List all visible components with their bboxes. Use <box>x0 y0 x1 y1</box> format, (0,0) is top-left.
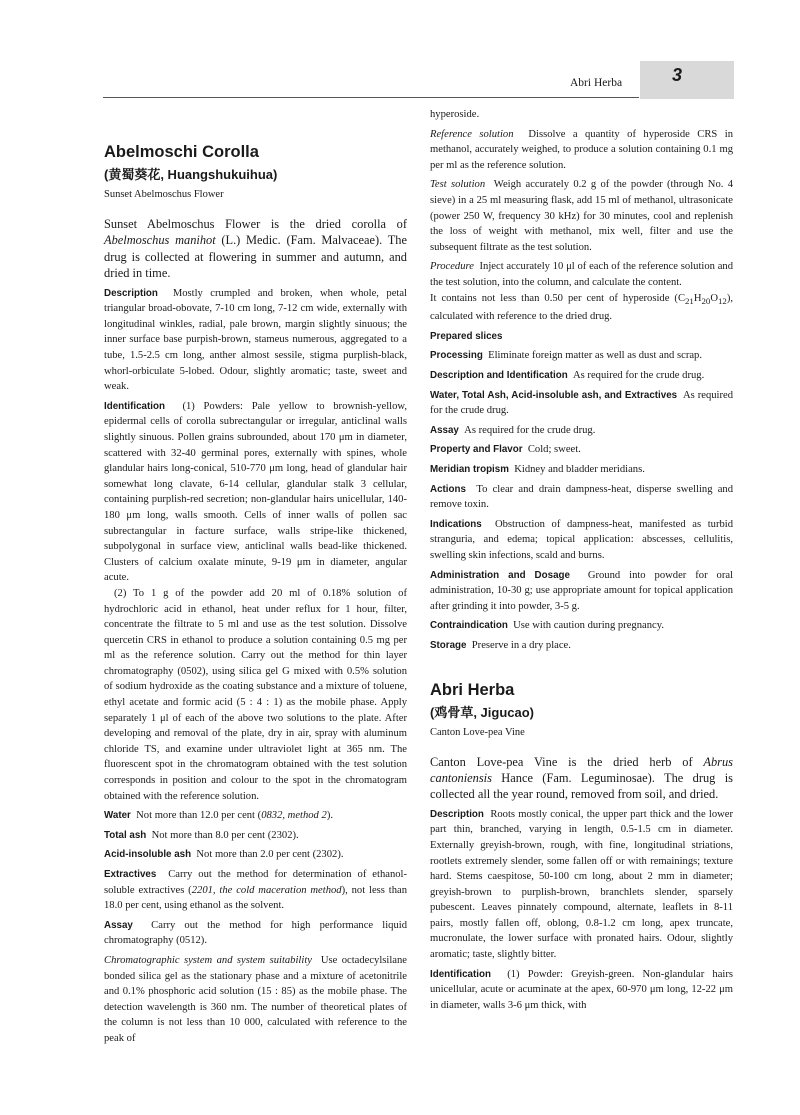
monograph-subtitle-2: (鸡骨草, Jigucao) <box>430 704 535 720</box>
storage-section: Storage Preserve in a dry place. <box>430 639 571 651</box>
english-name: Sunset Abelmoschus Flower <box>104 189 224 200</box>
description-section: Description Mostly crumpled and broken, when whole, petal triangular broad-obovate, 7-10 cm long, 7-12 cm wide, externally with longitudinal winkles, radial, pale brown, margin slightly sinuous; the inner surface base purpish-brown, stameus numerous, aggregated to a tube, 1.5-2.5 cm long, anther almost sessile, stigma purplish-black, whorl-orbiculate 5-lobed. Odour, slightly aromatic; taste, sweet and weak. <box>104 287 407 393</box>
identification-section: Identification (1) Powders: Pale yellow to brownish-yellow, epidermal cells of corolla subrectangular or irregular, anticlinal walls slightly sinuous. Pollen grains subrounded, about 170 μm in diameter, scattered with 32-40 germinal pores, externally with spines, whole glandular hairs long-conical, 510-770 μm long, head of glandular hair somewhat long clavate, 6-14 cellular, glandular stalk 3 cellular, containing purplish-red secretion; non-glandular hairs unicellular, 140-180 μm long, walls smooth. Cells of inner walls of pollen sac subrectangular in facture surface, walls stripe-like thickened, subpolygonal in surface view, anticlinal walls bead-like thickened. Clusters of calcium oxalate minute, 9-19 μm in diameter, angular acute. <box>104 400 408 584</box>
water-total-section: Water, Total Ash, Acid-insoluble ash, and Extractives As required for the crude drug. <box>430 389 734 417</box>
monograph-subtitle: (黄蜀葵花, Huangshukuihua) <box>104 167 278 182</box>
procedure-section: Procedure Inject accurately 10 μl of each of the reference solution and the test solution, into the column, and calculate the content. <box>430 261 734 288</box>
acid-ash-section: Acid-insoluble ash Not more than 2.0 per cent (2302). <box>104 849 344 861</box>
indications-section: Indications Obstruction of dampness-heat, manifested as turbid stranguria, and edema; topical application: abscesses, cellulitis, swelling skin infections, scald and burns. <box>430 518 734 561</box>
total-ash-section: Total ash Not more than 8.0 per cent (2302). <box>104 829 299 841</box>
test-solution-section: Test solution Weigh accurately 0.2 g of the powder (through No. 4 sieve) in a 25 ml measuring flask, add 15 ml of methanol, ultrasonicate (power 250 W, frequency 30 kHz) for 30 minutes, cool and replenish the loss of weight with methanol, mix well, filter and use the subsequent filtrate as the test solution. <box>430 179 734 253</box>
monograph-title-2: Abri Herba <box>430 680 515 699</box>
assay-slices-section: Assay As required for the crude drug. <box>430 424 596 436</box>
intro-paragraph-2: Canton Love-pea Vine is the dried herb of Abrus cantoniensis Hance (Fam. Leguminosae). The drug is collected all the year round, removed from soil, and dried. <box>430 754 733 802</box>
identification-section-2: Identification (1) Powder: Greyish-green. Non-glandular hairs unicellular, acute or acuminate at the apex, 60-970 μm long, 12-22 μm in diameter, walls 3-6 μm thick, with <box>430 968 733 1011</box>
identification-2: (2) To 1 g of the powder add 20 ml of 0.18% solution of hydrochloric acid in ethanol, heat under reflux for 1 hour, filter, concentrate the filtrate to 5 ml and use as the test solution. Dissolve quercetin CRS in ethanol to produce a solution containing 0.5 mg per ml as the reference solution. Carry out the method for thin layer chromatography (0502), using silica gel G mixed with 0.5% solution of sodium hydroxide as the coating substance and a mixture of toluene, ethyl acetate and formic acid (5 : 4 : 1) as the mobile phase. Apply separately 1 μl of each of the above two solutions to the plate. After developing and removal of the plate, dry in air, spray with aluminum chloride TS, and examine under ultraviolet light at 365 nm. The fluorescent spot in the chromatogram obtained with the test solution corresponds in position and colour to the spot in the chromatogram obtained with the reference solution. <box>104 587 407 802</box>
continued-text: hyperoside. <box>430 109 480 120</box>
monograph-title: Abelmoschi Corolla <box>104 143 259 161</box>
page-number-box <box>640 61 734 99</box>
meridian-section: Meridian tropism Kidney and bladder meridians. <box>430 463 645 475</box>
actions-section: Actions To clear and drain dampness-heat, disperse swelling and remove toxin. <box>430 483 734 511</box>
extractives-section: Extractives Carry out the method for determination of ethanol-soluble extractives (2201, the cold maceration method), not less than 18.0 per cent, using ethanol as the solvent. <box>104 869 408 912</box>
left-column <box>104 142 407 1051</box>
desc-id-section: Description and Identification As required for the crude drug. <box>430 370 705 382</box>
header-rule <box>103 97 639 98</box>
administration-section: Administration and Dosage Ground into powder for oral administration, 10-30 g; use appropriate amount for topical application after grinding it into powder, 3-5 g. <box>430 569 734 612</box>
processing-section: Processing Eliminate foreign matter as well as dust and scrap. <box>430 350 702 362</box>
right-column <box>430 107 733 1017</box>
reference-solution-section: Reference solution Dissolve a quantity of hyperoside CRS in methanol, accurately weighed, to produce a solution containing 0.1 mg per ml as the reference solution. <box>430 128 733 171</box>
contraindication-section: Contraindication Use with caution during pregnancy. <box>430 620 664 632</box>
prepared-slices-heading: Prepared slices <box>430 330 503 342</box>
content-limit: It contains not less than 0.50 per cent of hyperoside $(C_{21}H_{20}O_{12})$, calculated with reference to the dried drug. <box>430 292 733 323</box>
english-name-2: Canton Love-pea Vine <box>430 726 525 738</box>
property-section: Property and Flavor Cold; sweet. <box>430 444 581 456</box>
assay-section: Assay Carry out the method for high performance liquid chromatography (0512). <box>104 919 407 947</box>
chromatographic-section: Chromatographic system and system suitability Use octadecylsilane bonded silica gel as the stationary phase and a mixture of acetonitrile and 0.1% phosphoric acid solution (15 : 85) as the mobile phase. The detection wavelength is 360 nm. The number of theoretical plates of the column is not less than 10 000, calculated with reference to the peak of <box>104 954 408 1044</box>
water-section: Water Not more than 12.0 per cent (0832, method 2). <box>104 810 333 822</box>
intro-paragraph: Sunset Abelmoschus Flower is the dried corolla of Abelmoschus manihot (L.) Medic. (Fam. Malvaceae). The drug is collected at flowering in summer and autumn, and dried in time. <box>104 217 407 281</box>
page-number: 3 <box>672 65 683 85</box>
description-section-2: Description Roots mostly conical, the upper part thick and the lower part thin, branched, varying in length, 0.5-1.5 cm in diameter. Externally greyish-brown, rough, with fine, longitudinal striations, rootlets extremely slender, some fallen off or with remainings; texture hard. Stems caespitose, 50-100 cm long, about 2 mm in diameter; greyish-brown to purplish-brown, branchlets slender, sparsely pubescent. Leaves pinnately compound, alternate, leaflets in 8-11 pairs, mostly fallen off, oblong, 0.8-1.2 cm long, apex truncate, mucronulate, the lower surface with pronated hairs. Odour, slightly aromatic; taste, slightly bitter. <box>430 808 733 961</box>
running-title: Abri Herba <box>570 77 623 89</box>
